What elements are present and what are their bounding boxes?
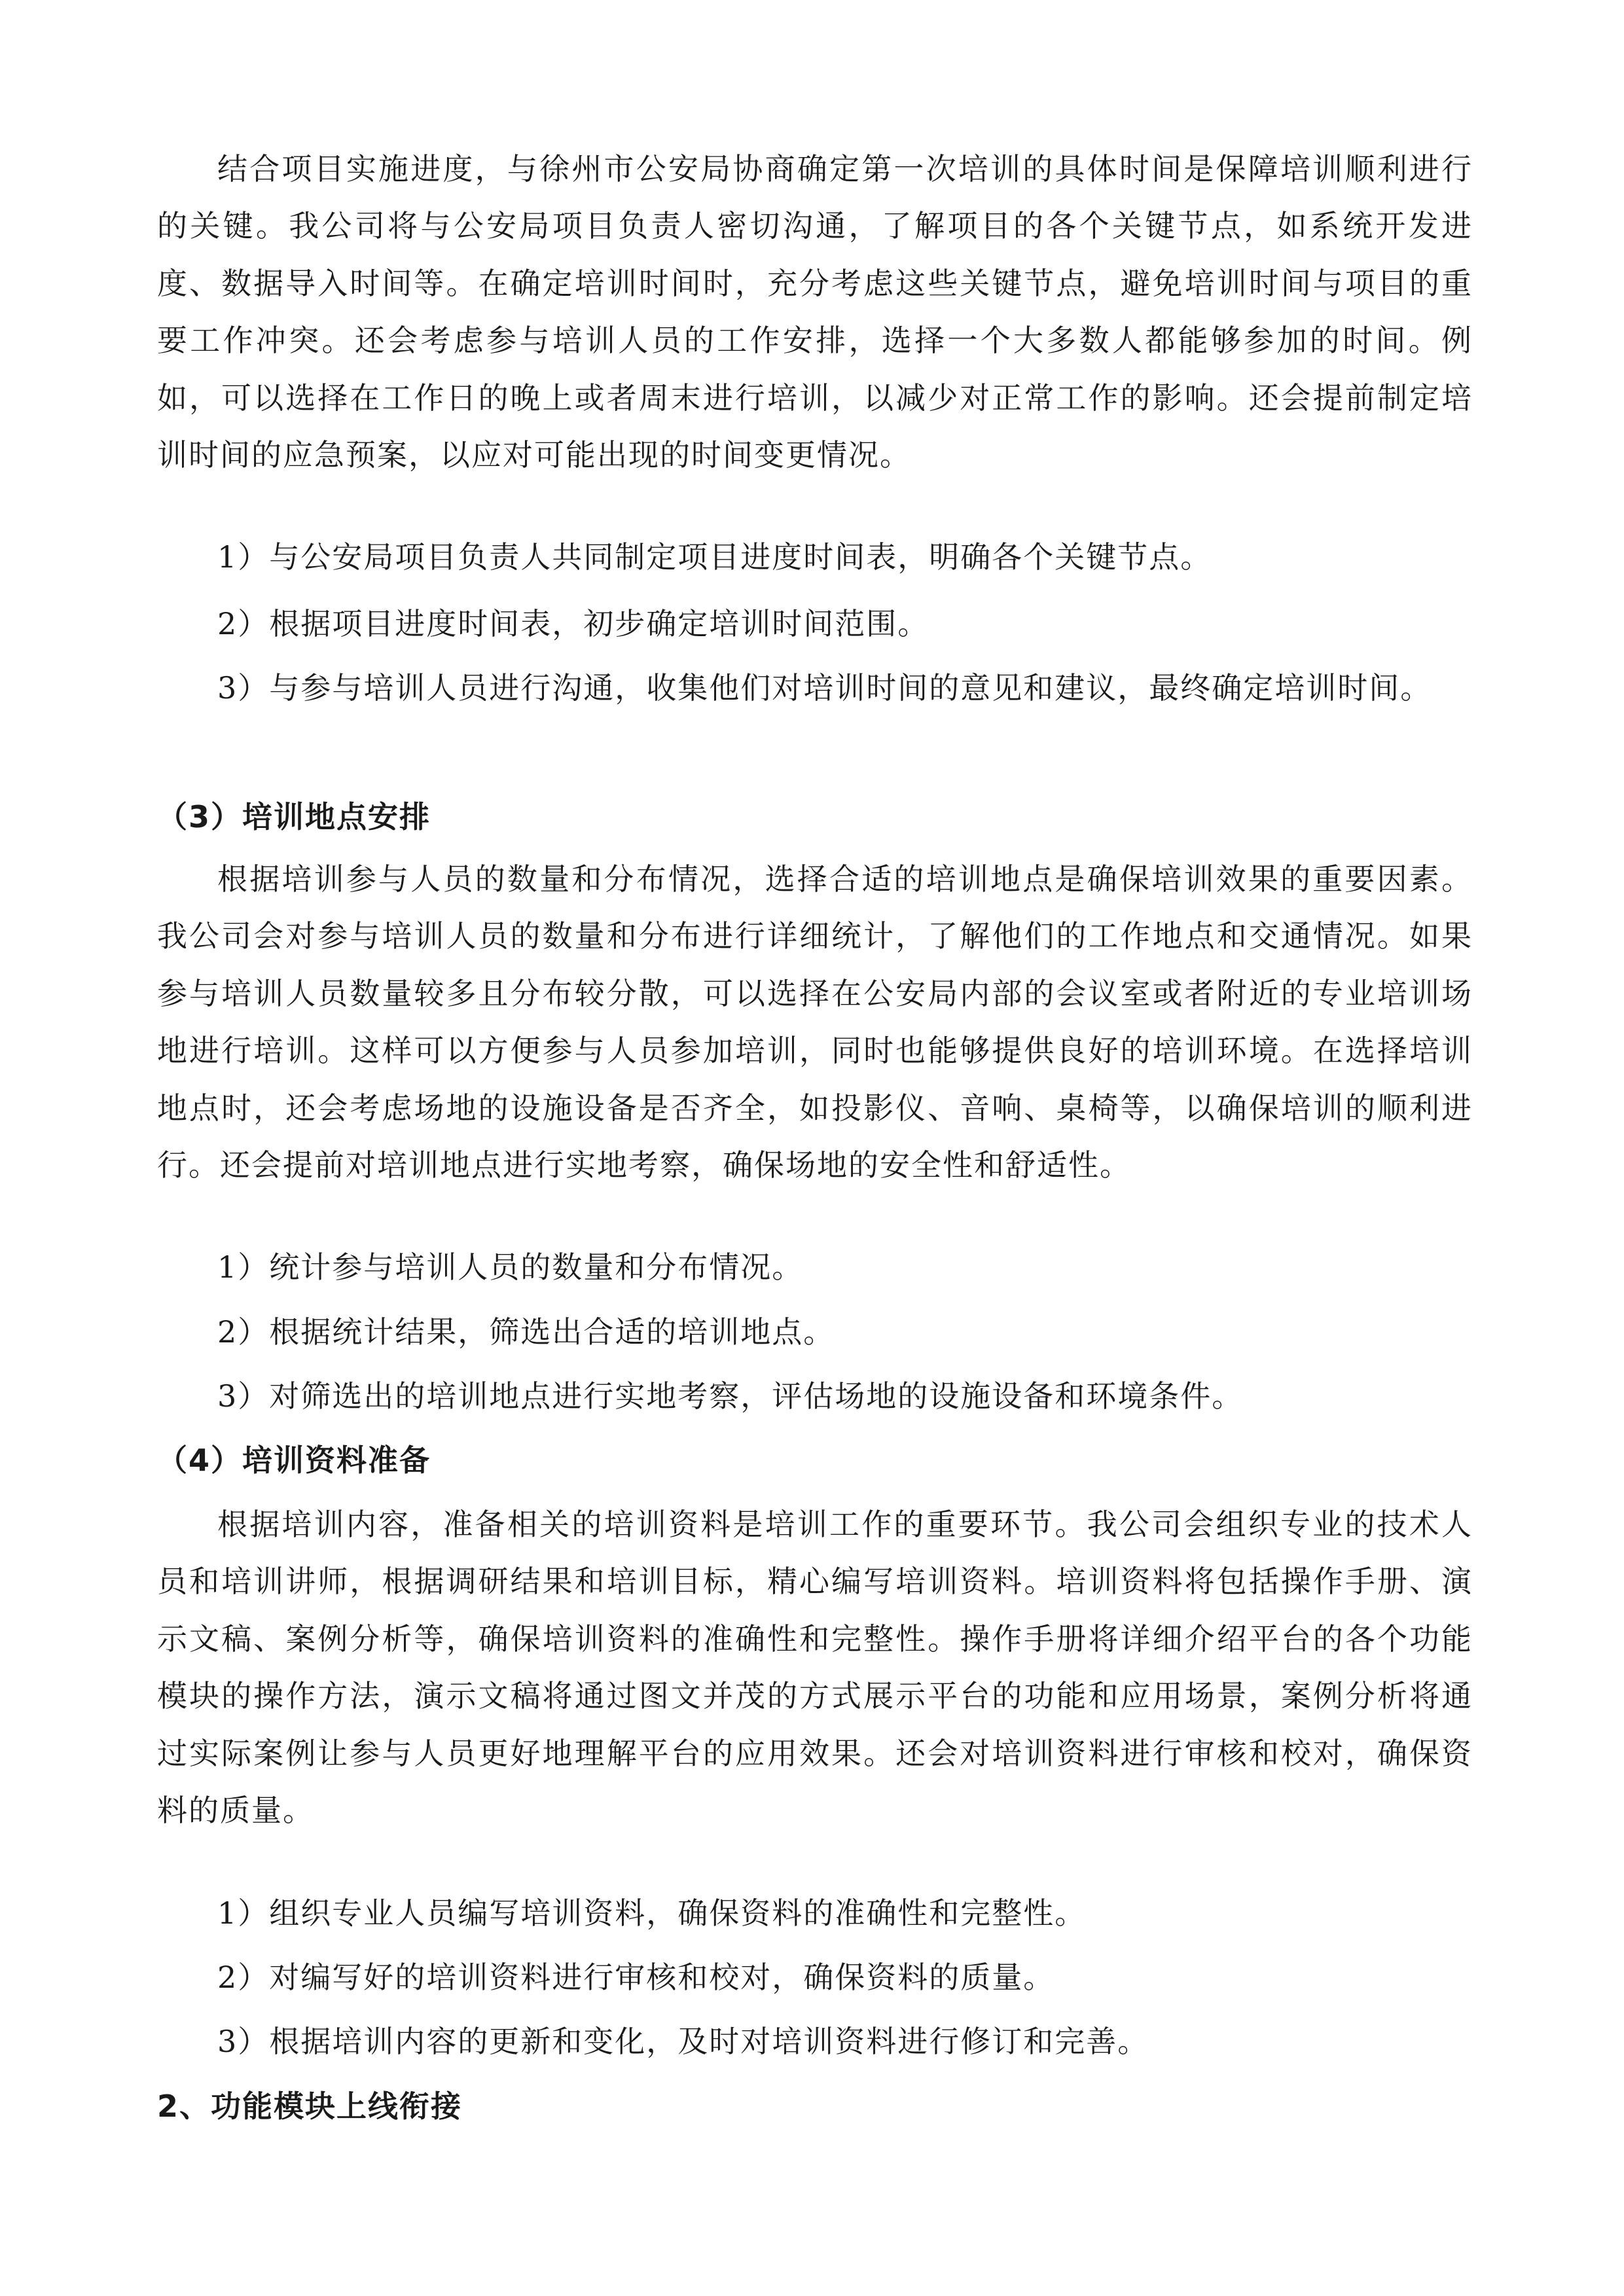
section-heading-training-location: （3）培训地点安排 xyxy=(157,799,431,834)
list-item-location-2: 2）根据统计结果，筛选出合适的培训地点。 xyxy=(217,1314,835,1350)
list-item-materials-3: 3）根据培训内容的更新和变化，及时对培训资料进行修订和完善。 xyxy=(217,2024,1149,2059)
list-item-time-1: 1）与公安局项目负责人共同制定项目进度时间表，明确各个关键节点。 xyxy=(217,539,1212,575)
list-item-time-3: 3）与参与培训人员进行沟通，收集他们对培训时间的意见和建议，最终确定培训时间。 xyxy=(217,670,1432,706)
list-item-time-2: 2）根据项目进度时间表，初步确定培训时间范围。 xyxy=(217,606,929,641)
list-item-location-3: 3）对筛选出的培训地点进行实地考察，评估场地的设施设备和环境条件。 xyxy=(217,1378,1244,1414)
paragraph-training-materials: 根据培训内容，准备相关的培训资料是培训工作的重要环节。我公司会组织专业的技术人员和培训讲师，根据调研结果和培训目标，精心编写培训资料。培训资料将包括操作手册、演示文稿、案例分析等，确保培训资料的准确性和完整性。操作手册将详细介绍平台的各个功能模块的操作方法，演示文稿将通过图文并茂的方式展示平台的功能和应用场景，案例分析将通过实际案例让参与人员更好地理解平台的应用效果。还会对培训资料进行审核和校对，确保资料的质量。 xyxy=(157,1507,1473,1828)
list-item-location-1: 1）统计参与培训人员的数量和分布情况。 xyxy=(217,1249,804,1285)
list-item-materials-1: 1）组织专业人员编写培训资料，确保资料的准确性和完整性。 xyxy=(217,1895,1087,1931)
list-item-materials-2: 2）对编写好的培训资料进行审核和校对，确保资料的质量。 xyxy=(217,1960,1055,1995)
section-heading-training-materials: （4）培训资料准备 xyxy=(157,1443,431,1478)
paragraph-training-time: 结合项目实施进度，与徐州市公安局协商确定第一次培训的具体时间是保障培训顺利进行的关键。我公司将与公安局项目负责人密切沟通，了解项目的各个关键节点，如系统开发进度、数据导入时间等。在确定培训时间时，充分考虑这些关键节点，避免培训时间与项目的重要工作冲突。还会考虑参与培训人员的工作安排，选择一个大多数人都能够参加的时间。例如，可以选择在工作日的晚上或者周末进行培训，以减少对正常工作的影响。还会提前制定培训时间的应急预案，以应对可能出现的时间变更情况。 xyxy=(157,151,1473,473)
section-heading-module-launch: 2、功能模块上线衔接 xyxy=(157,2089,463,2124)
paragraph-training-location: 根据培训参与人员的数量和分布情况，选择合适的培训地点是确保培训效果的重要因素。我公司会对参与培训人员的数量和分布进行详细统计，了解他们的工作地点和交通情况。如果参与培训人员数量较多且分布较分散，可以选择在公安局内部的会议室或者附近的专业培训场地进行培训。这样可以方便参与人员参加培训，同时也能够提供良好的培训环境。在选择培训地点时，还会考虑场地的设施设备是否齐全，如投影仪、音响、桌椅等，以确保培训的顺利进行。还会提前对培训地点进行实地考察，确保场地的安全性和舒适性。 xyxy=(157,861,1473,1183)
